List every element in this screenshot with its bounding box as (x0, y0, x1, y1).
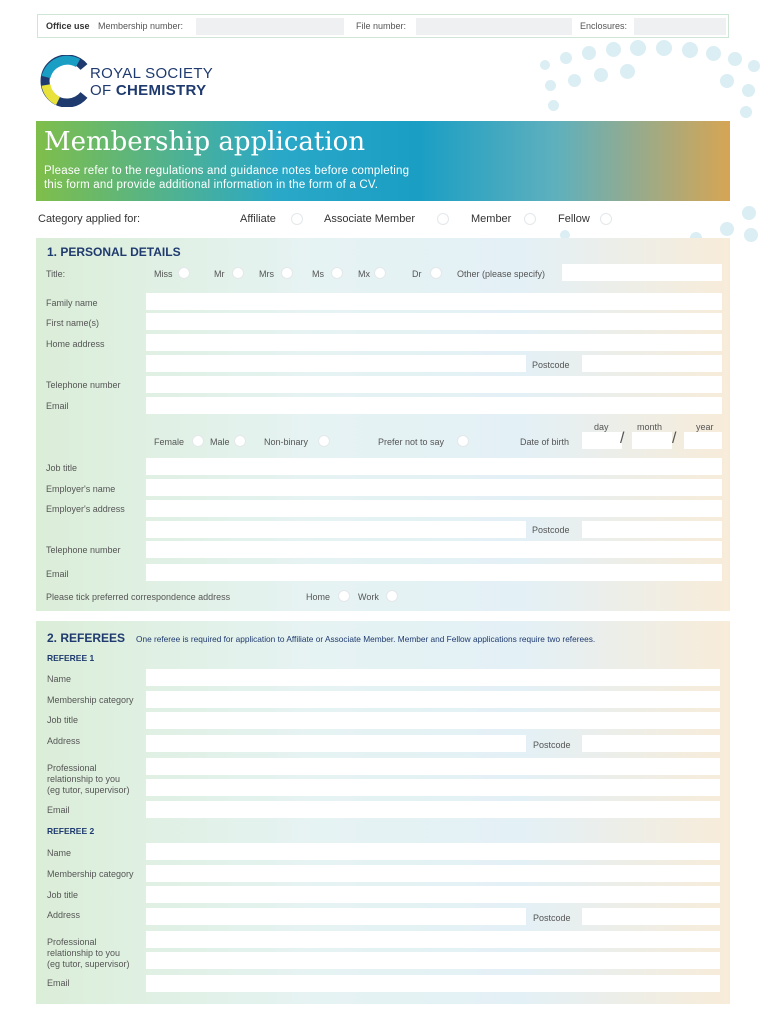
ref2-relationship-field-2[interactable] (146, 952, 720, 969)
ref1-name-label: Name (47, 674, 72, 684)
dob-year-label: year (696, 422, 714, 432)
gender-nonbinary-radio[interactable] (318, 435, 330, 447)
title-dr-label: Dr (412, 269, 422, 279)
title-miss-radio[interactable] (178, 267, 190, 279)
title-mr-label: Mr (214, 269, 225, 279)
category-option-fellow: Fellow (558, 213, 590, 225)
category-option-member: Member (471, 213, 512, 225)
referees-note: One referee is required for application to Affiliate or Associate Member. Member and Fellow applications require two referees. (136, 634, 596, 644)
file-number-label: File number: (356, 21, 407, 31)
title-ms-radio[interactable] (331, 267, 343, 279)
ref1-relationship-label-1: Professional (47, 763, 97, 773)
gender-nonbinary-label: Non-binary (264, 437, 309, 447)
logo-line-2 (90, 82, 206, 99)
ref2-postcode-field[interactable] (582, 908, 720, 925)
email-field[interactable] (146, 397, 722, 414)
banner-subtitle-2: this form and provide additional information in the form of a CV. (44, 179, 379, 191)
ref1-email-field[interactable] (146, 801, 720, 818)
ref2-name-label: Name (47, 848, 72, 858)
correspondence-work-label: Work (358, 592, 379, 602)
ref2-address-field[interactable] (146, 908, 526, 925)
enclosures-field[interactable] (634, 18, 726, 35)
dob-month-field[interactable] (632, 432, 672, 449)
gender-prefer-not-radio[interactable] (457, 435, 469, 447)
rsc-logo-mark-icon (38, 55, 88, 107)
dob-separator-1: / (620, 430, 625, 447)
ref2-job-title-label: Job title (47, 890, 79, 900)
title-label: Title: (46, 269, 66, 279)
page-title: Membership application (44, 127, 366, 157)
work-email-field[interactable] (146, 564, 722, 581)
dob-day-label: day (594, 422, 609, 432)
ref1-job-title-label: Job title (47, 715, 79, 725)
home-postcode-field[interactable] (582, 355, 722, 372)
gender-female-label: Female (154, 437, 185, 447)
category-option-associate: Associate Member (324, 213, 416, 225)
ref1-relationship-label-3: (eg tutor, supervisor) (47, 785, 130, 795)
referees-heading: 2. REFEREES (47, 631, 126, 645)
enclosures-label: Enclosures: (580, 21, 628, 31)
telephone-field[interactable] (146, 376, 722, 393)
title-ms-label: Ms (312, 269, 324, 279)
family-name-field[interactable] (146, 293, 722, 310)
ref1-relationship-label-2: relationship to you (47, 774, 121, 784)
employer-name-label: Employer's name (46, 484, 116, 494)
personal-details-section (36, 238, 730, 611)
referee-1-heading: REFEREE 1 (47, 653, 95, 663)
title-mrs-radio[interactable] (281, 267, 293, 279)
home-postcode-label: Postcode (532, 360, 570, 370)
ref1-name-field[interactable] (146, 669, 720, 686)
ref1-relationship-field-1[interactable] (146, 758, 720, 775)
first-names-field[interactable] (146, 313, 722, 330)
ref2-postcode-label: Postcode (533, 913, 571, 923)
dob-day-field[interactable] (582, 430, 625, 449)
employer-postcode-field[interactable] (582, 521, 722, 538)
ref1-postcode-label: Postcode (533, 740, 571, 750)
referees-section (36, 621, 730, 1004)
title-mr-radio[interactable] (232, 267, 244, 279)
ref1-relationship-field-2[interactable] (146, 779, 720, 796)
title-dr-radio[interactable] (430, 267, 442, 279)
home-address-field-1[interactable] (146, 334, 722, 351)
file-number-field[interactable] (416, 18, 572, 35)
dob-separator-2: / (672, 430, 677, 447)
family-name-label: Family name (46, 298, 98, 308)
rsc-logo (38, 55, 238, 107)
logo-line-2-prefix: OF (90, 82, 116, 99)
ref1-email-label: Email (47, 805, 70, 815)
employer-address-field-2[interactable] (146, 521, 526, 538)
category-affiliate-radio[interactable] (291, 213, 303, 225)
ref2-address-label: Address (47, 910, 81, 920)
header-banner (36, 121, 730, 201)
ref1-membership-field[interactable] (146, 691, 720, 708)
title-miss-label: Miss (154, 269, 173, 279)
employer-name-field[interactable] (146, 479, 722, 496)
gender-male-label: Male (210, 437, 230, 447)
ref2-job-title-field[interactable] (146, 886, 720, 903)
employer-address-label: Employer's address (46, 504, 125, 514)
ref2-relationship-field-1[interactable] (146, 931, 720, 948)
banner-subtitle-1: Please refer to the regulations and guidance notes before completing (44, 165, 410, 177)
title-mx-label: Mx (358, 269, 370, 279)
dob-month-label: month (637, 422, 663, 432)
referee-2-heading: REFEREE 2 (47, 826, 95, 836)
ref2-membership-label: Membership category (47, 869, 134, 879)
ref2-email-field[interactable] (146, 975, 720, 992)
job-title-label: Job title (46, 463, 78, 473)
correspondence-home-radio[interactable] (338, 590, 350, 602)
home-address-field-2[interactable] (146, 355, 526, 372)
ref1-address-label: Address (47, 736, 81, 746)
ref2-relationship-label-2: relationship to you (47, 948, 121, 958)
first-names-label: First name(s) (46, 318, 100, 328)
office-use-bar (37, 14, 729, 38)
email-label: Email (46, 401, 69, 411)
membership-number-label: Membership number: (98, 21, 184, 31)
personal-details-heading: 1. PERSONAL DETAILS (47, 245, 181, 259)
employer-address-field-1[interactable] (146, 500, 722, 517)
office-use-label: Office use (46, 21, 90, 31)
work-telephone-field[interactable] (146, 541, 722, 558)
gender-male-radio[interactable] (234, 435, 246, 447)
ref2-relationship-label-1: Professional (47, 937, 97, 947)
ref2-membership-field[interactable] (146, 865, 720, 882)
work-email-label: Email (46, 569, 69, 579)
title-other-field[interactable] (562, 264, 722, 281)
ref1-address-field[interactable] (146, 735, 526, 752)
home-address-label: Home address (46, 339, 105, 349)
logo-line-1: ROYAL SOCIETY (90, 65, 214, 82)
category-option-affiliate: Affiliate (240, 213, 276, 225)
dob-label: Date of birth (520, 437, 570, 447)
logo-line-2-bold: CHEMISTRY (115, 82, 207, 99)
correspondence-work-radio[interactable] (386, 590, 398, 602)
work-telephone-label: Telephone number (46, 545, 121, 555)
gender-female-radio[interactable] (192, 435, 204, 447)
job-title-field[interactable] (146, 458, 722, 475)
dob-year-field[interactable] (684, 432, 722, 449)
title-mx-radio[interactable] (374, 267, 386, 279)
title-mrs-label: Mrs (259, 269, 274, 279)
category-associate-radio[interactable] (437, 213, 449, 225)
membership-number-field[interactable] (196, 18, 344, 35)
title-other-label: Other (please specify) (457, 269, 546, 279)
category-label: Category applied for: (38, 213, 141, 225)
gender-prefer-not-label: Prefer not to say (378, 437, 445, 447)
ref1-membership-label: Membership category (47, 695, 134, 705)
category-fellow-radio[interactable] (600, 213, 612, 225)
category-member-radio[interactable] (524, 213, 536, 225)
ref1-job-title-field[interactable] (146, 712, 720, 729)
correspondence-label: Please tick preferred correspondence address (46, 592, 231, 602)
ref1-postcode-field[interactable] (582, 735, 720, 752)
ref2-email-label: Email (47, 978, 70, 988)
correspondence-home-label: Home (306, 592, 331, 602)
ref2-name-field[interactable] (146, 843, 720, 860)
telephone-label: Telephone number (46, 380, 121, 390)
ref2-relationship-label-3: (eg tutor, supervisor) (47, 959, 130, 969)
employer-postcode-label: Postcode (532, 525, 570, 535)
